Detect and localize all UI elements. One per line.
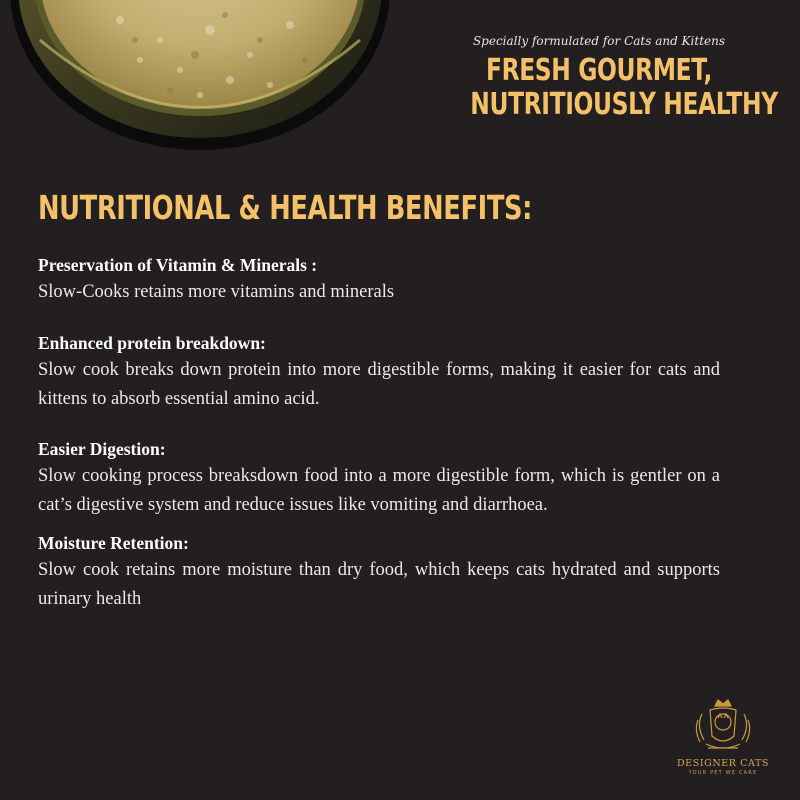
benefit-text: Slow cook breaks down protein into more digestible forms, making it easier for cats and kittens to absorb essential amino acid.: [38, 359, 720, 409]
header: [434, 34, 778, 122]
logo-name: DESIGNER CATS: [676, 758, 770, 769]
headline-line-2: NUTRITIOUSLY HEALTHY: [470, 86, 778, 122]
benefits-list: [38, 252, 720, 615]
headline-line-1: FRESH GOURMET,: [485, 53, 713, 88]
benefit-title: Moisture Retention:: [38, 532, 189, 553]
benefit-item: [38, 252, 720, 308]
crest-icon: [688, 696, 758, 756]
section-title: NUTRITIONAL & HEALTH BENEFITS:: [38, 188, 533, 227]
benefit-title: Easier Digestion:: [38, 438, 166, 459]
tagline: Specially formulated for Cats and Kittens: [472, 34, 726, 48]
brand-logo: [672, 696, 774, 776]
benefit-text: Slow cooking process breaksdown food into a more digestible form, which is gentler on a cat’s digestive system and reduce issues like vomiting and diarrhoea.: [38, 465, 720, 515]
benefit-item: [38, 330, 720, 415]
benefit-text: Slow cook retains more moisture than dry food, which keeps cats hydrated and supports urinary health: [38, 559, 720, 609]
food-bowl-image: [0, 0, 400, 150]
benefit-item: [38, 436, 720, 521]
benefit-title: Enhanced protein breakdown:: [38, 332, 266, 353]
logo-tagline: YOUR PET WE CARE: [688, 770, 758, 776]
benefit-title: Preservation of Vitamin & Minerals :: [38, 255, 318, 275]
benefit-text: Slow-Cooks retains more vitamins and minerals: [38, 282, 395, 302]
benefit-item: [38, 530, 720, 615]
